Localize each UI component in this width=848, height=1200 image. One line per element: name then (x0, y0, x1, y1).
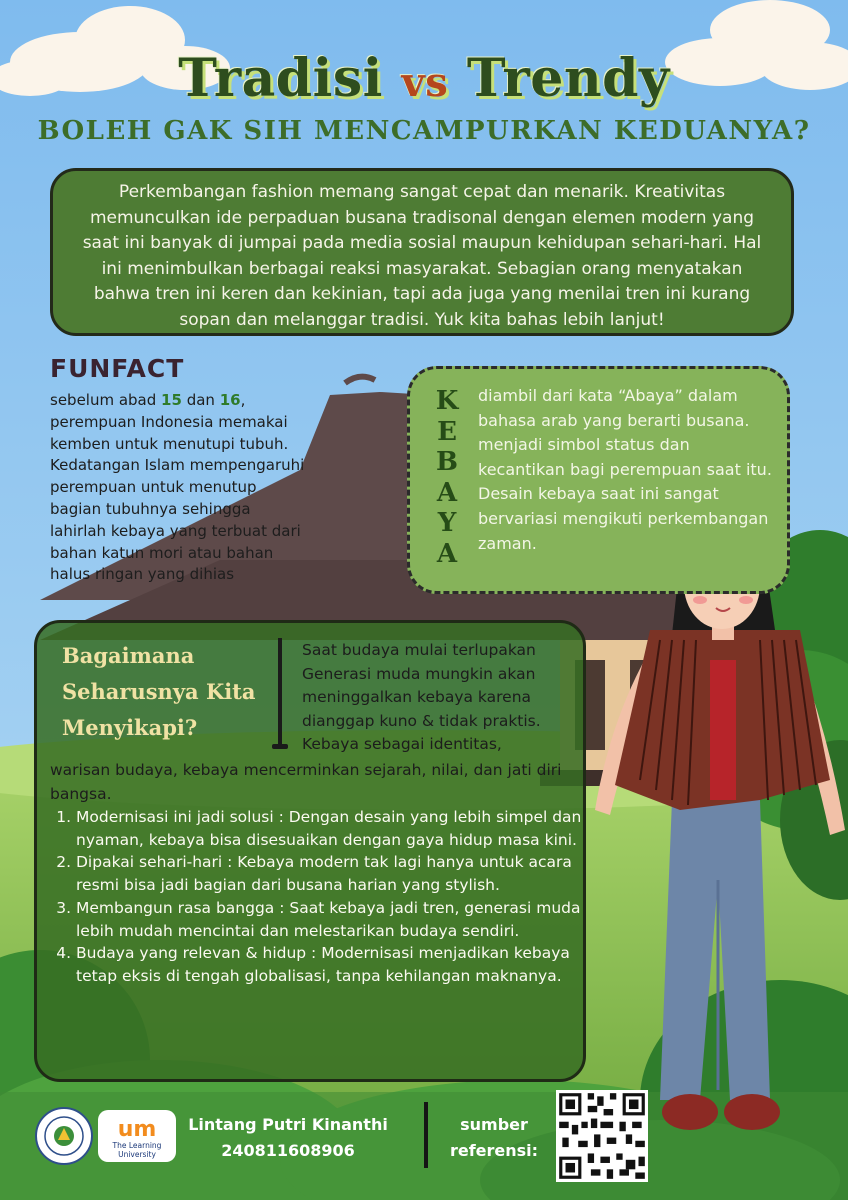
kebaya-description: diambil dari kata “Abaya” dalam bahasa arab yang berarti busana. menjadi simbol status dan kecantikan bagi perempuan saat itu. Desain kebaya saat ini sangat bervariasi mengikuti perkembangan zaman. (478, 386, 772, 553)
kebaya-letter: E (437, 416, 457, 447)
university-seal-logo-icon (36, 1108, 92, 1164)
century-15: 15 (161, 391, 182, 409)
bagaimana-intro: Saat budaya mulai terlupakan Generasi muda mungkin akan meninggalkan kebaya karena dianggap kuno & tidak praktis. Kebaya sebagai identitas, (302, 641, 541, 753)
sumber-label (444, 1112, 544, 1164)
um-logo-line2: University (118, 1150, 156, 1159)
author-block (188, 1112, 388, 1164)
funfact-text: sebelum abad 15 dan 16, perempuan Indonesia memakai kemben untuk menutupi tubuh. Kedatangan Islam mempengaruhi perempuan untuk menutup bagian tubuhnya sehingga lahirlah kebaya yang terbuat dari bahan katun mori atau bahan halus ringan yang dihias (50, 391, 305, 584)
funfact-title: FUNFACT (50, 354, 185, 383)
solution-list (58, 806, 584, 988)
kebaya-letter: A (436, 538, 458, 569)
list-item: 4. Budaya yang relevan & hidup : Modernisasi menjadikan kebaya tetap eksis di tengah globalisasi, tanpa kehilangan maknanya. (76, 942, 584, 987)
bagaimana-title: Bagaimana Seharusnya Kita Menyikapi? (62, 643, 256, 740)
kebaya-letter: K (435, 386, 459, 416)
footer-divider (424, 1102, 428, 1168)
title-vs: vs (401, 59, 449, 106)
century-16: 16 (219, 391, 241, 409)
vertical-divider-foot (272, 744, 288, 749)
page-title: Tradisi vs Trendy (178, 48, 670, 109)
bagaimana-continuation: warisan budaya, kebaya mencerminkan sejarah, nilai, dan jati diri bangsa. (50, 761, 562, 803)
sumber-label-line2: referensi: (449, 1141, 539, 1160)
footer-logos (34, 1106, 179, 1166)
list-item: 3. Membangun rasa bangga : Saat kebaya jadi tren, generasi muda lebih mudah mencintai dan melestarikan budaya sendiri. (76, 897, 584, 942)
kebaya-vertical-word (430, 386, 464, 569)
intro-box (50, 168, 794, 336)
kebaya-letter: A (436, 477, 458, 508)
vertical-divider (278, 638, 282, 748)
author-id: 240811608906 (221, 1141, 355, 1160)
list-item: 2. Dipakai sehari-hari : Kebaya modern tak lagi hanya untuk acara resmi bisa jadi bagian dari busana harian yang stylish. (76, 851, 584, 896)
list-item: 1. Modernisasi ini jadi solusi : Dengan desain yang lebih simpel dan nyaman, kebaya bisa disesuaikan dengan gaya hidup masa kini. (76, 806, 584, 851)
um-logo-icon (98, 1110, 176, 1162)
qr-code-icon[interactable] (556, 1090, 648, 1182)
page-subtitle: BOLEH GAK SIH MENCAMPURKAN KEDUANYA? (37, 116, 811, 146)
sumber-label-line1: sumber (460, 1115, 528, 1134)
author-name: Lintang Putri Kinanthi (188, 1115, 388, 1134)
kebaya-letter: Y (437, 508, 457, 538)
intro-text: Perkembangan fashion memang sangat cepat dan menarik. Kreativitas memunculkan ide perpaduan busana tradisonal dengan elemen modern yang saat ini banyak di jumpai pada media sosial maupun kehidupan sehari-hari. Hal ini menimbulkan berbagai reaksi masyarakat. Sebagian orang menyatakan bahwa tren ini keren dan kekinian, tapi ada juga yang menilai tren ini kurang sopan dan melanggar tradisi. Yuk kita bahas lebih lanjut! (82, 182, 762, 330)
um-logo-mark: um (117, 1117, 157, 1142)
kebaya-letter: B (436, 447, 458, 477)
um-logo-line1: The Learning (112, 1141, 162, 1150)
